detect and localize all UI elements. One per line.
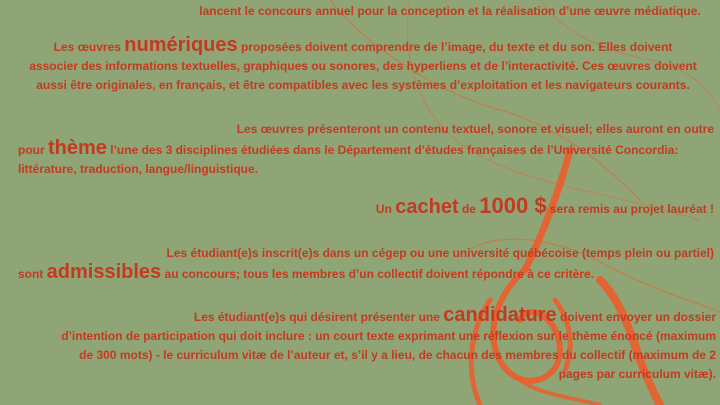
paragraph-prize: Un cachet de 1000 $ sera remis au projet lauréat ! xyxy=(375,193,714,218)
keyword-theme: thème xyxy=(48,137,107,159)
keyword-cachet: cachet xyxy=(395,196,459,218)
keyword-numeriques: numériques xyxy=(124,34,238,56)
paragraph-eligibility: Les étudiant(e)s inscrit(e)s dans un cégep ou une université québécoise (temps plein ou partiel) sont admissibles au concours; tous les membres d’un collectif doivent répondre à ce critère. xyxy=(18,246,714,283)
paragraph-theme: Les œuvres présenteront un contenu textuel, sonore et visuel; elles auront en outre pour thème l’une des 3 disciplines étudiées dans le Département d’études françaises de l’Université Concordia: littérature, traduction, langue/linguistique. xyxy=(18,122,714,176)
keyword-candidature: candidature xyxy=(443,304,557,326)
paragraph-candidature: Les étudiant(e)s qui désirent présenter une candidature doivent envoyer un dossier d’intention de participation qui doit inclure : un court texte exprimant une réflexion sur le thème énoncé (maximum de 300 mots) - le curriculum vitæ de l’auteur et, s’il y a lieu, de chacun des membres du collectif (maximum de 2 pages par curriculum vitæ). xyxy=(61,304,716,381)
keyword-amount: 1000 $ xyxy=(479,193,547,218)
intro-line: lancent le concours annuel pour la conception et la réalisation d’une œuvre médiatique. xyxy=(199,4,701,18)
keyword-admissibles: admissibles xyxy=(46,261,162,283)
paragraph-works: Les œuvres numériques proposées doivent comprendre de l’image, du texte et du son. Elles doivent associer des informations textuelles, graphiques ou sonores, des hyperliens et de l’interactivité. Ces œuvres doivent aussi être originales, en français, et être compatibles avec les systèmes d’exploitation et les navigateurs courants. xyxy=(29,34,697,92)
